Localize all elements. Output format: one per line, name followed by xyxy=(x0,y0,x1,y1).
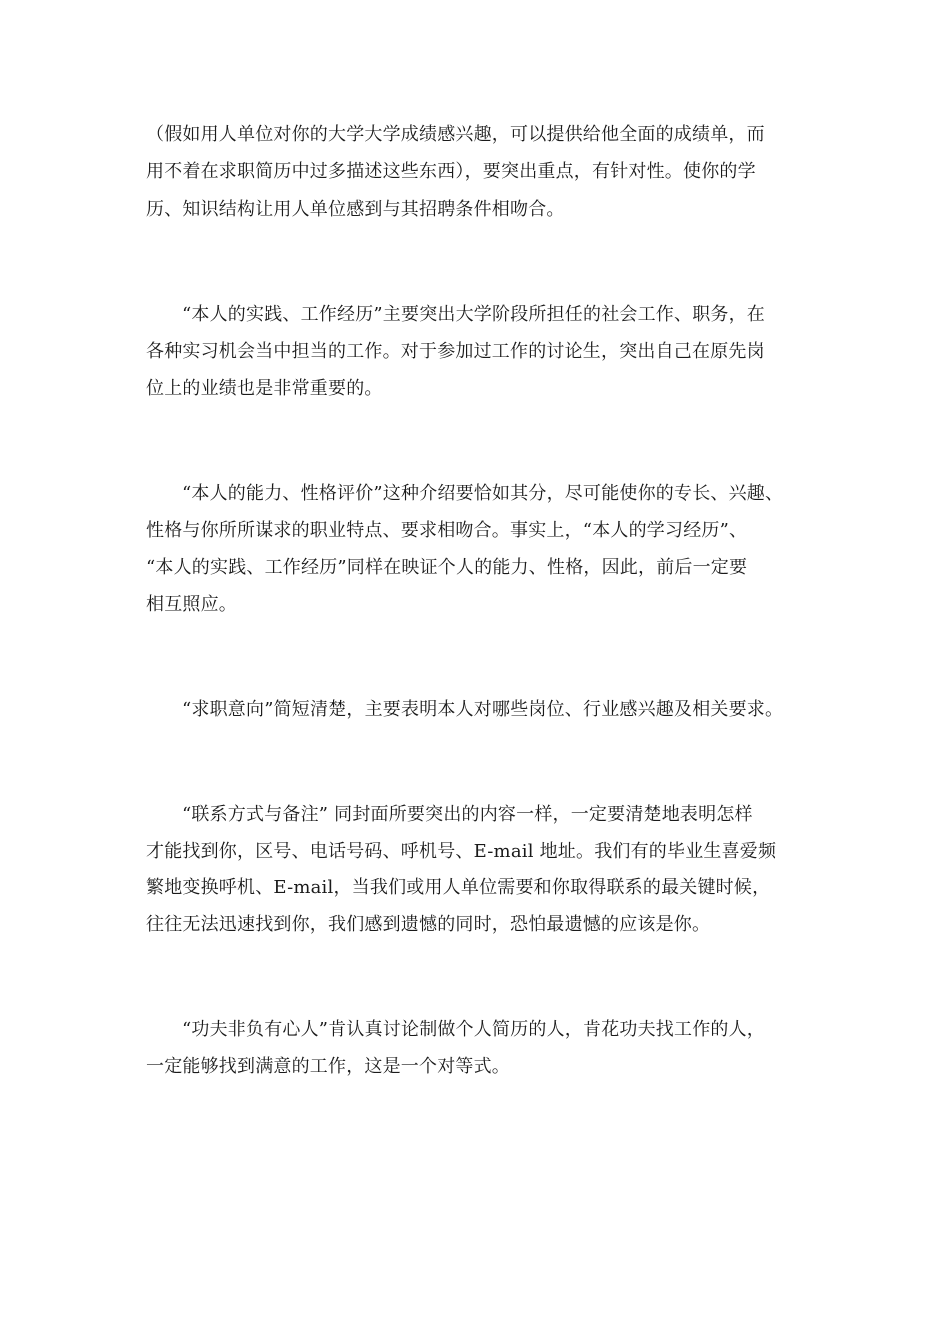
text-line: 才能找到你，区号、电话号码、呼机号、E-mail 地址。我们有的毕业生喜爱频 xyxy=(146,841,777,862)
text-line: “本人的实践、工作经历”同样在映证个人的能力、性格，因此，前后一定要 xyxy=(146,557,748,578)
text-line: 历、知识结构让用人单位感到与其招聘条件相吻合。 xyxy=(146,199,565,220)
text-line: 用不着在求职简历中过多描述这些东西），要突出重点，有针对性。使你的学 xyxy=(146,161,756,182)
text-line: 位上的业绩也是非常重要的。 xyxy=(146,378,383,399)
text-line: 各种实习机会当中担当的工作。对于参加过工作的讨论生，突出自己在原先岗 xyxy=(146,341,765,362)
text-line: “本人的实践、工作经历”主要突出大学阶段所担任的社会工作、职务，在 xyxy=(182,304,766,325)
text-line: （假如用人单位对你的大学大学成绩感兴趣，可以提供给他全面的成绩单，而 xyxy=(146,124,765,145)
text-line: 性格与你所所谋求的职业特点、要求相吻合。事实上，“本人的学习经历”、 xyxy=(146,520,748,541)
text-line: 往往无法迅速找到你，我们感到遗憾的同时，恐怕最遗憾的应该是你。 xyxy=(146,914,711,935)
text-line: “功夫非负有心人”肯认真讨论制做个人简历的人，肯花功夫找工作的人， xyxy=(182,1019,766,1040)
text-line: “联系方式与备注” 同封面所要突出的内容一样，一定要清楚地表明怎样 xyxy=(182,804,753,825)
text-line: “本人的能力、性格评价”这种介绍要恰如其分，尽可能使你的专长、兴趣、 xyxy=(182,483,784,504)
text-line: 繁地变换呼机、E-mail，当我们或用人单位需要和你取得联系的最关键时候， xyxy=(146,877,771,898)
text-line: 一定能够找到满意的工作，这是一个对等式。 xyxy=(146,1056,510,1077)
text-line: “求职意向”简短清楚，主要表明本人对哪些岗位、行业感兴趣及相关要求。 xyxy=(182,699,784,720)
text-line: 相互照应。 xyxy=(146,594,237,615)
